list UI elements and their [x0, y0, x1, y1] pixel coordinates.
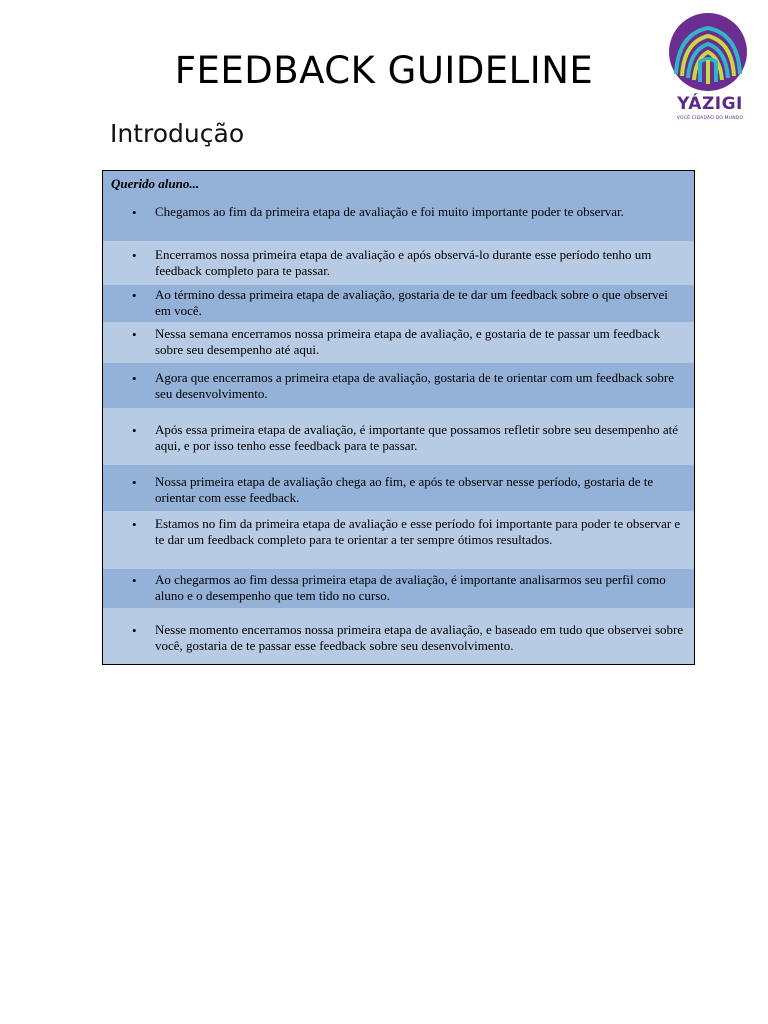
- bullet-icon: •: [132, 475, 137, 490]
- list-item: Após essa primeira etapa de avaliação, é importante que possamos refletir sobre seu desempenho até aqui, e por isso tenho esse feedback para te passar.: [155, 422, 679, 453]
- list-item: Nossa primeira etapa de avaliação chega ao fim, e após te observar nesse período, gostaria de te orientar com esse feedback.: [155, 474, 654, 505]
- bullet-icon: •: [132, 423, 137, 438]
- list-item: Ao término dessa primeira etapa de avaliação, gostaria de te dar um feedback sobre o que observei em você.: [155, 287, 668, 318]
- feedback-table: [102, 170, 695, 665]
- logo-wordmark: YÁZIGI: [677, 94, 743, 114]
- list-item: Nesse momento encerramos nossa primeira etapa de avaliação, e baseado em tudo que observei sobre você, gostaria de te passar esse feedback sobre seu desenvolvimento.: [155, 622, 684, 653]
- list-item: Chegamos ao fim da primeira etapa de avaliação e foi muito importante poder te observar.: [155, 204, 624, 219]
- bullet-icon: •: [132, 205, 137, 220]
- table-row: [103, 511, 694, 569]
- list-item: Ao chegarmos ao fim dessa primeira etapa de avaliação, é importante analisarmos seu perfil como aluno e o desempenho que tem tido no curso.: [155, 572, 666, 603]
- yazigi-emblem-icon: [662, 12, 758, 92]
- bullet-icon: •: [132, 327, 137, 342]
- table-row: [103, 241, 694, 285]
- logo-tagline: VOCÊ CIDADÃO DO MUNDO: [676, 116, 744, 121]
- table-row: [103, 465, 694, 511]
- table-row: [103, 363, 694, 408]
- bullet-icon: •: [132, 248, 137, 263]
- greeting-text: Querido aluno...: [111, 176, 200, 191]
- bullet-icon: •: [132, 517, 137, 532]
- yazigi-logo: [662, 12, 758, 128]
- table-row: [103, 171, 694, 241]
- table-row: [103, 322, 694, 363]
- table-row: [103, 285, 694, 322]
- page-title: FEEDBACK GUIDELINE: [174, 49, 594, 92]
- section-heading: Introdução: [110, 119, 245, 148]
- bullet-icon: •: [132, 573, 137, 588]
- table-row: [103, 569, 694, 608]
- list-item: Encerramos nossa primeira etapa de avaliação e após observá-lo durante esse período tenho um feedback completo para te passar.: [155, 247, 652, 278]
- list-item: Nessa semana encerramos nossa primeira etapa de avaliação, e gostaria de te passar um feedback sobre seu desempenho até aqui.: [155, 326, 660, 357]
- bullet-icon: •: [132, 623, 137, 638]
- bullet-icon: •: [132, 288, 137, 303]
- table-row: [103, 408, 694, 465]
- bullet-icon: •: [132, 371, 137, 386]
- table-row: [103, 608, 694, 664]
- list-item: Estamos no fim da primeira etapa de avaliação e esse período foi importante para poder te observar e te dar um feedback completo para te orientar a ter sempre ótimos resultados.: [155, 516, 681, 547]
- list-item: Agora que encerramos a primeira etapa de avaliação, gostaria de te orientar com um feedback sobre seu desenvolvimento.: [155, 370, 675, 401]
